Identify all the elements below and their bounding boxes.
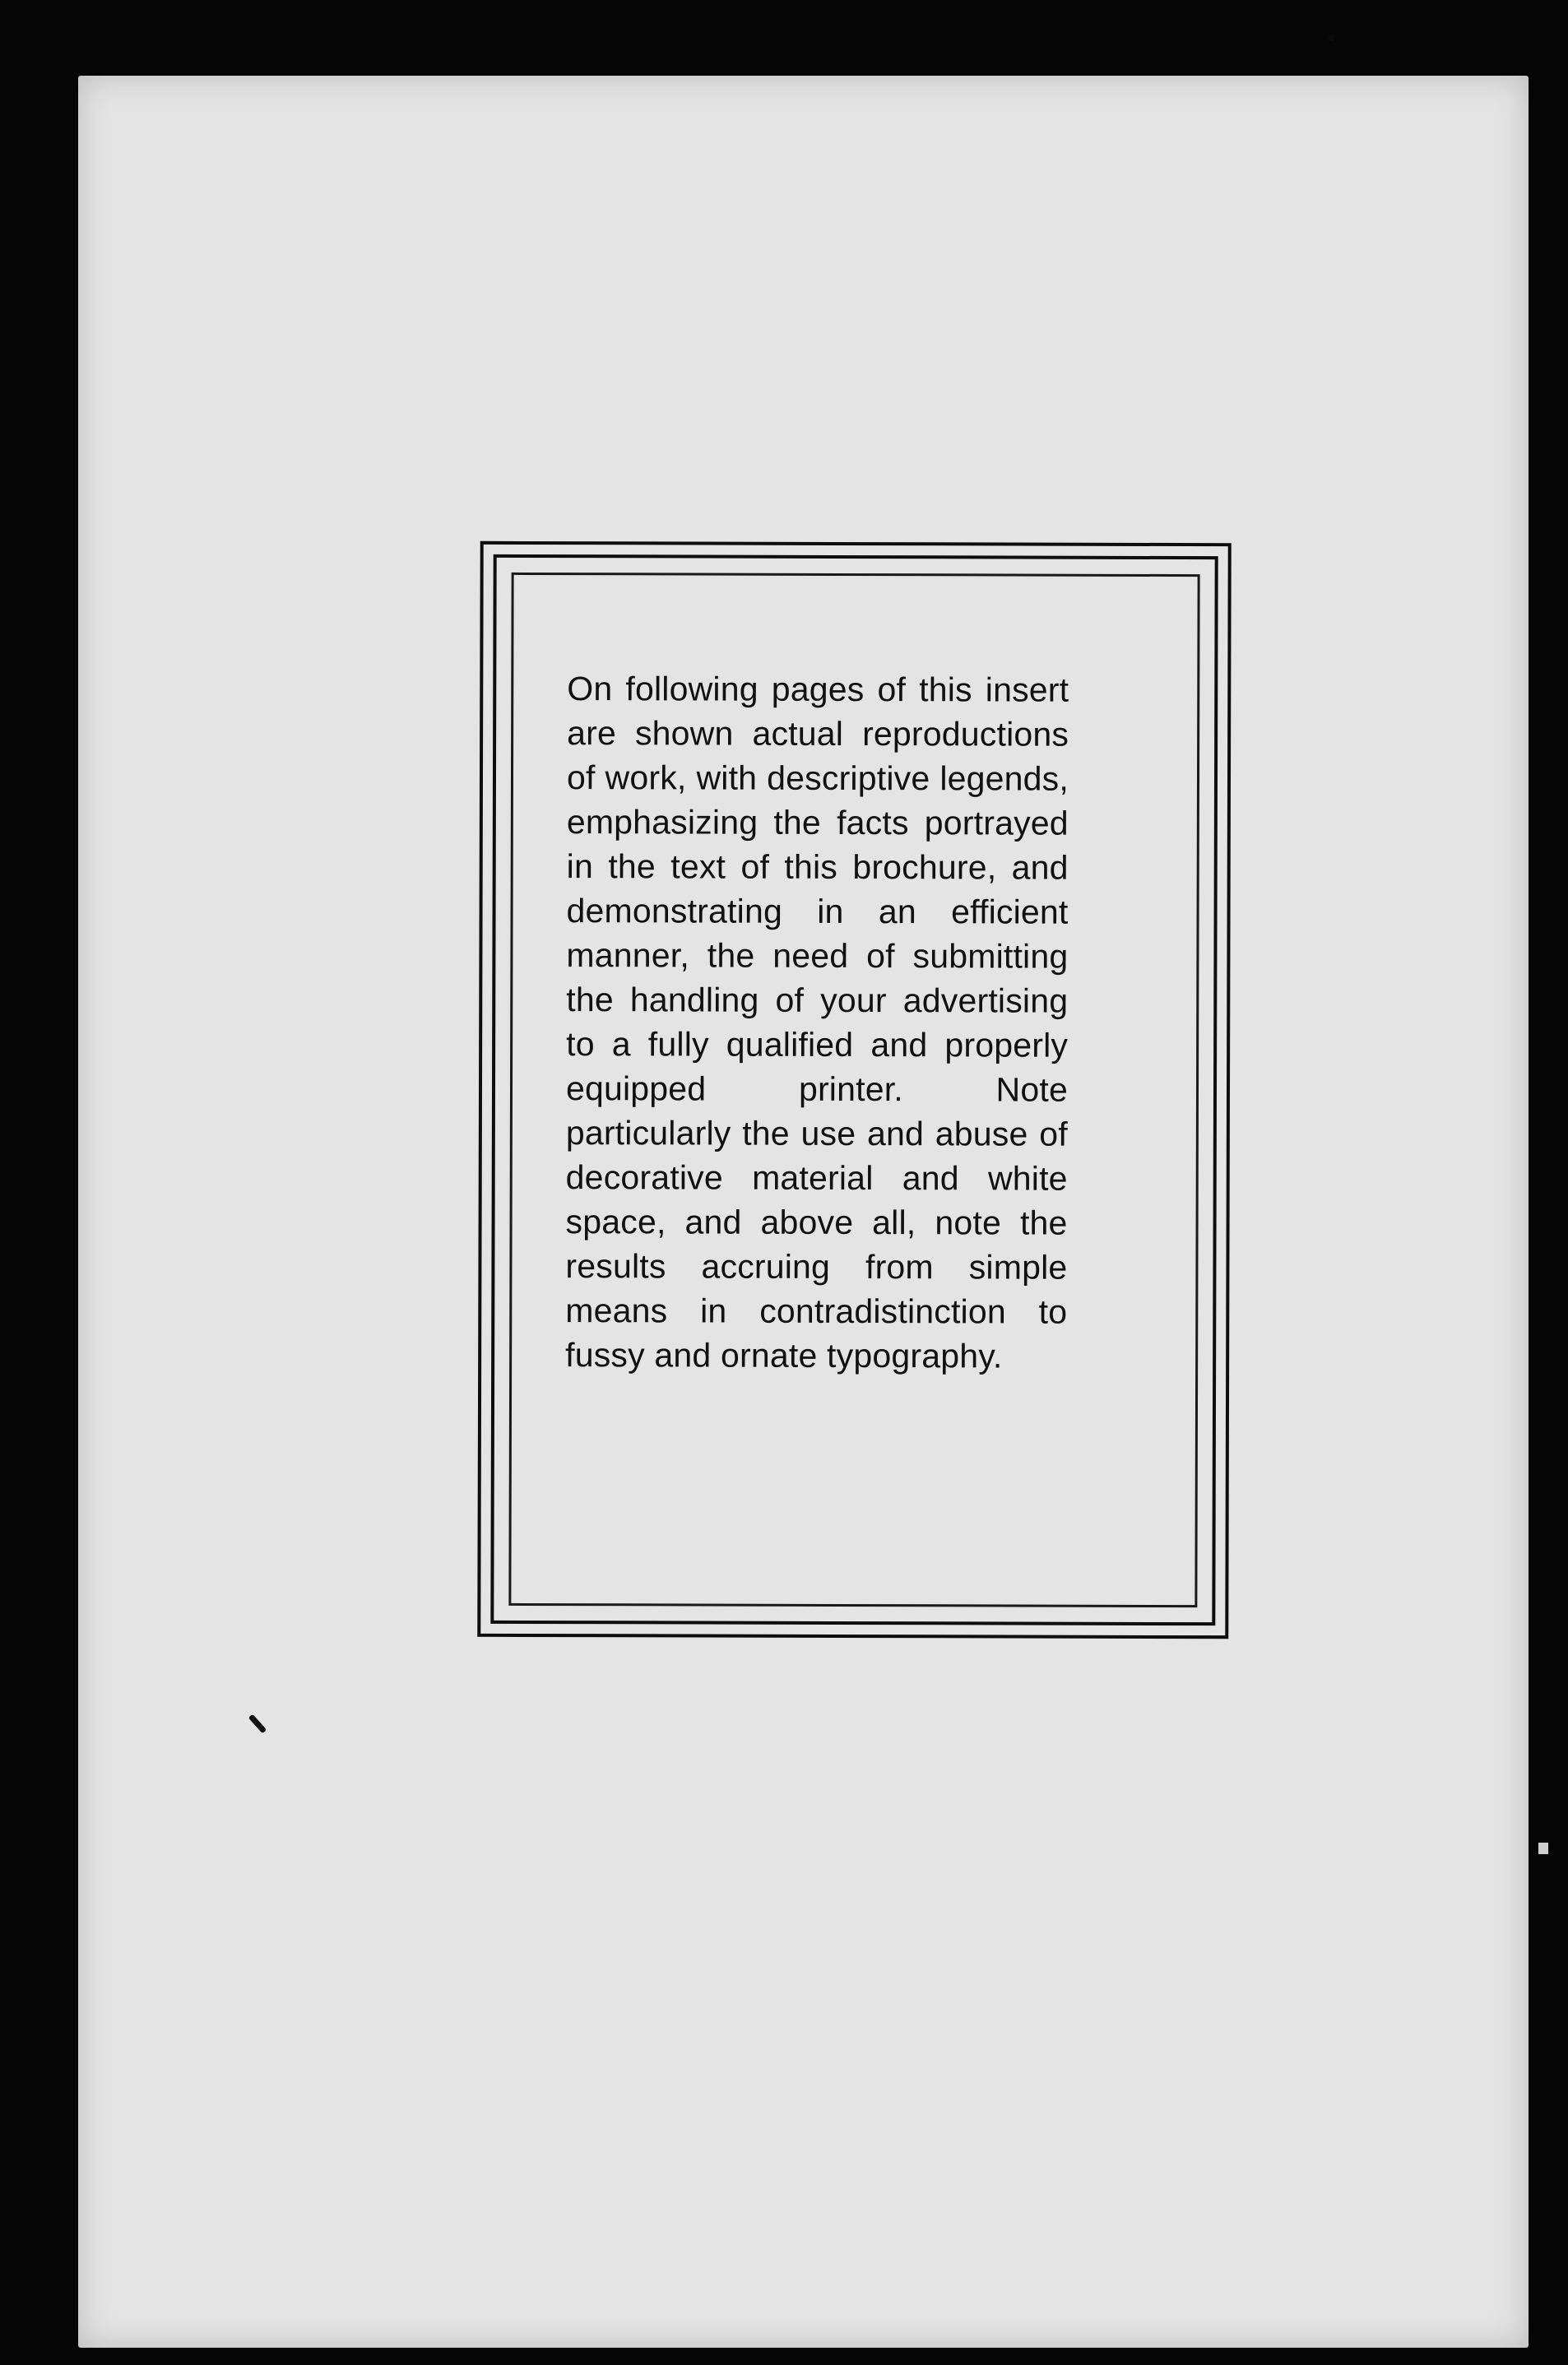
page-sheet — [78, 76, 1529, 2348]
scan-scratch-mark — [248, 1713, 267, 1733]
scan-speck — [1538, 1843, 1548, 1854]
scan-speck — [1329, 35, 1335, 41]
decorative-border-outer — [477, 541, 1231, 1639]
insert-notice-paragraph: On following pages of this insert are shown actual reproductions of work, with descriptive legends, emphasizing the facts portrayed in the text of this brochure, and demonstrating in an efficient manner, the need of submitting the handling of your advertising to a fully qualified and properly equipped printer. Note particularly the use and abuse of decorative material and white space, and above all, note the results accruing from simple means in contradistinction to fussy and ornate typography. — [565, 670, 1069, 1375]
